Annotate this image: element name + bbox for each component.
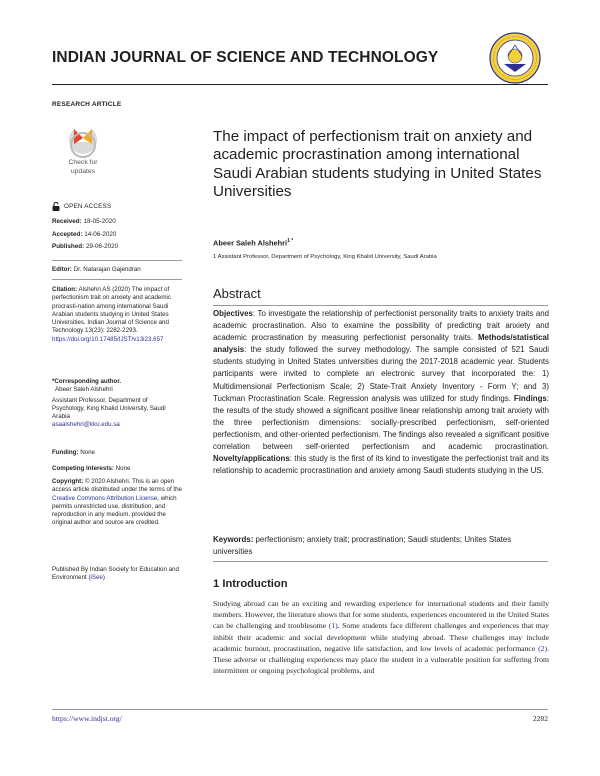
check-updates-icon (54, 126, 112, 160)
findings-label: Findings (513, 393, 547, 403)
funding (52, 449, 182, 457)
check-for-updates-badge[interactable] (54, 126, 112, 186)
sidebar-divider (52, 260, 182, 261)
corresponding-email-link[interactable]: asaalshehri@kku.edu.sa (52, 421, 120, 429)
header-rule (52, 84, 548, 85)
corresponding-author: *Corresponding author. Abeer Saleh Alshehri Assistant Professor, Department of Psychology, King Khalid University, Saudi Arabia asaalshehri@kku.edu.sa (52, 378, 182, 430)
keywords-text: perfectionism; anxiety trait; procrastination; Saudi students; Unites States universities (213, 535, 512, 557)
corresponding-label: Corresponding author. (54, 378, 122, 385)
article-type: RESEARCH ARTICLE (52, 101, 122, 108)
introduction-heading: 1 Introduction (213, 578, 288, 590)
competing-interests (52, 465, 182, 473)
author-affiliation: 1 Assistant Professor, Department of Psychology, King Khalid University, Saudi Arabia (213, 254, 437, 260)
reference-link-2[interactable]: (2) (538, 643, 548, 653)
received-label: Received: (52, 218, 82, 225)
corresponding-name: Abeer Saleh Alshehri (55, 386, 113, 394)
author-name: Abeer Saleh Alshehri (213, 238, 288, 248)
novelty-label: Novelty/applications (213, 454, 290, 464)
author (213, 238, 293, 247)
open-access-label: OPEN ACCESS (64, 203, 112, 210)
received-date: 18-05-2020 (83, 218, 116, 225)
competing-value: None (115, 465, 131, 472)
check-updates-line2: updates (70, 167, 96, 175)
accepted-label: Accepted: (52, 230, 83, 238)
open-lock-icon (52, 202, 60, 211)
open-access (52, 202, 111, 211)
citation-text: Alshehri AS (2020) The impact of perfectionism trait on anxiety and academic procrasti-nation among international Saudi Arabian students studying in United States Universities. Indian Journal of Science and Technology 13(23): 2282-2293. (52, 286, 171, 335)
abstract-heading: Abstract (213, 286, 261, 301)
journal-seal-icon (488, 31, 542, 85)
license-link[interactable]: Creative Commons Attribution License (52, 494, 158, 502)
citation-label: Citation: (52, 286, 78, 293)
editor-name: Dr. Natarajan Gajendran (73, 266, 141, 273)
novelty-text: : this study is the first of its kind to investigate the perfectionist trait and its relationship to academic procrastination and anxiety among Saudi students studying in the US. (213, 454, 549, 476)
citation (52, 286, 182, 344)
corresponding-affiliation: Assistant Professor, Department of Psychology, King Khalid University, Saudi Arabia (52, 396, 166, 421)
copyright-label: Copyright: (52, 478, 84, 485)
methods-text: : the study followed the survey methodology. The sample consisted of 521 Saudi students studying in United States universities during the 2017-2018 academic year. Students participants were invited to complete an electronic survey that incorporated the: 1) Multidimensional Perfectionism Scale; 2) State-Trait Anxiety Inventory - Form Y; and 3) Tuckman Procrastination Scale. Regression analysis was utilized for study findings. (213, 345, 549, 403)
published-label: Published: (52, 243, 85, 250)
footer-url-link[interactable]: https://www.indjst.org/ (52, 714, 122, 723)
publisher: Published By Indian Society for Education and Environment (iSee) (52, 566, 179, 582)
editor (52, 266, 182, 274)
publisher-text: Published By Indian Society for Education and Environment ( (52, 566, 179, 582)
abstract-top-rule (213, 305, 548, 306)
page-number: 2282 (532, 714, 548, 723)
article-dates (52, 216, 118, 254)
journal-title: INDIAN JOURNAL OF SCIENCE AND TECHNOLOGY (52, 49, 439, 66)
keywords (213, 534, 549, 558)
introduction-body (213, 598, 549, 676)
publisher-link[interactable]: iSee (90, 574, 103, 582)
author-marks: 1 * (287, 238, 294, 244)
intro-text-1: Studying abroad can be an exciting and rewarding experience for international students and their family members. However, the literature shows that for some students, experiences encountered in the United States can be challenging and troublesome (213, 599, 549, 631)
abstract-bottom-rule (213, 561, 548, 562)
copyright-text-after: , which permits unrestricted use, distribution, and reproduction in any medium, provided the original author and source are credited. (52, 494, 177, 527)
sidebar-divider (52, 279, 182, 280)
abstract-body (213, 308, 549, 477)
intro-text-2: . Some students face different challenges and experiences that may inhibit their academic and social development while studying abroad. These challenges may include academic burnout, procrastination, negative life satisfaction, and low levels of academic performance (213, 621, 550, 653)
article-title: The impact of perfectionism trait on anxiety and academic procrastination among international Saudi Arabian students studying in United States Universities (213, 128, 542, 200)
intro-text-3: . These adverse or challenging experiences may place the student in a vulnerable position for suffering from intermittent or ongoing psychological problems, and (213, 643, 550, 676)
footer-rule (52, 709, 548, 710)
keywords-label: Keywords: (213, 535, 254, 544)
funding-label: Funding: (52, 449, 79, 456)
copyright (52, 478, 182, 528)
copyright-text: © 2020 Alshehri. This is an open access article distributed under the terms of the (52, 478, 183, 494)
published-date: 29-06-2020 (85, 243, 119, 250)
editor-label: Editor: (52, 266, 72, 273)
methods-label: Methods/statistical analysis (213, 333, 549, 355)
citation-doi-link[interactable]: https://doi.org/10.17485/IJST/v13i23.657 (52, 335, 164, 343)
findings-text: : the results of the study showed a significant positive linear relationship among trait anxiety with the three perfectionism dimensions: socially-prescribed perfectionism, self-oriented perfectionism, and other-oriented perfectionism. The findings also revealed a significant positive correlation between self-oriented perfectionism and academic procrastination. (213, 393, 549, 452)
competing-label: Competing Interests: (52, 465, 114, 472)
objectives-text: : To investigate the relationship of perfectionist personality traits to anxiety traits and academic procrastination. Also to examine the possibility of predicting trait anxiety and academic procrastination by measuring perfectionist personality traits. (213, 309, 549, 343)
accepted-date: 14-06-2020 (84, 230, 117, 238)
funding-value: None (80, 449, 95, 456)
objectives-label: Objectives (213, 309, 253, 318)
check-updates-line1: Check for (68, 159, 98, 166)
reference-link-1[interactable]: (1) (328, 621, 338, 631)
